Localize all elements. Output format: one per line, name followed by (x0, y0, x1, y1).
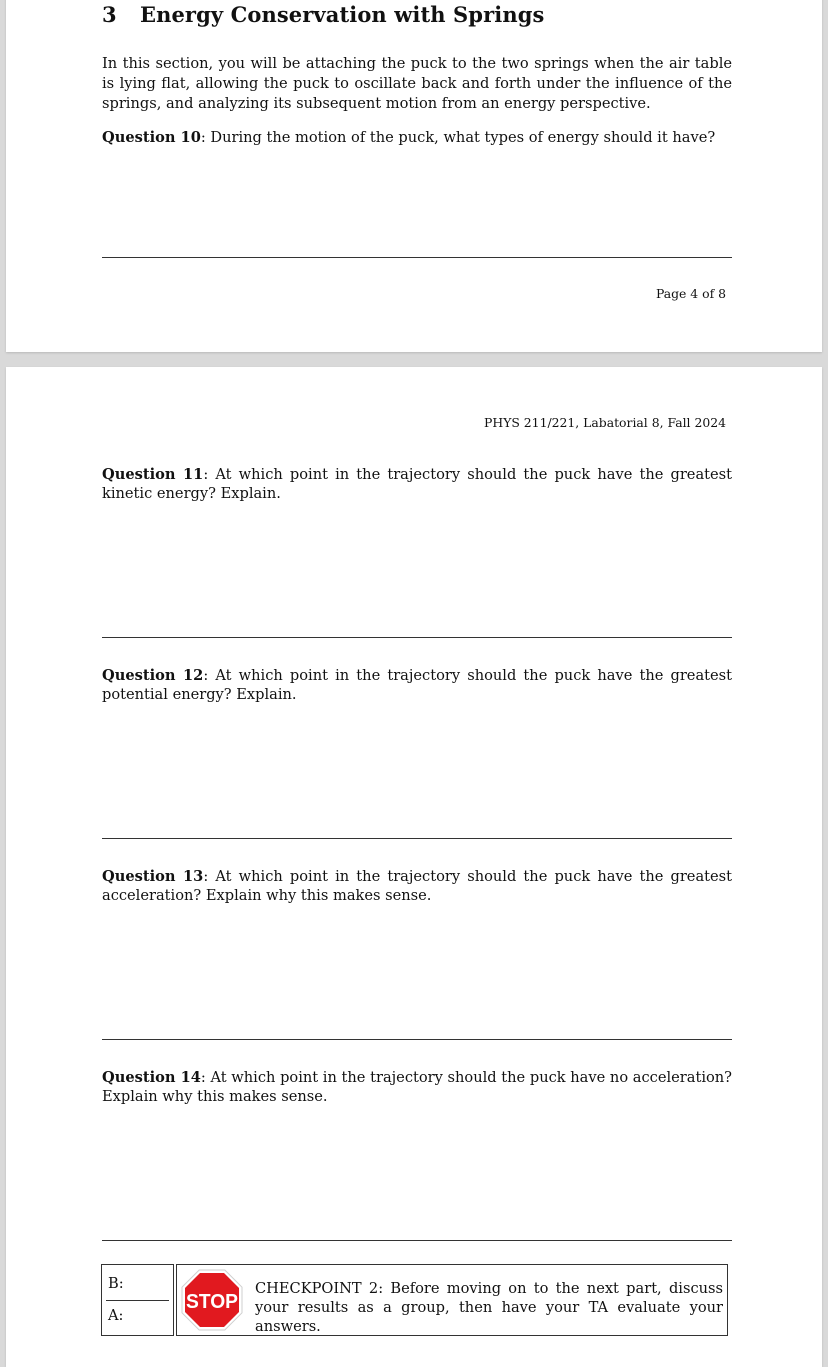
question-12-label: Question 12 (102, 667, 204, 684)
answer-line-q14 (102, 1240, 732, 1241)
question-14-label: Question 14 (102, 1069, 201, 1086)
question-12-text: : At which point in the trajectory should the puck have the greatest potential energy? Explain. (102, 667, 732, 703)
page-header: PHYS 211/221, Labatorial 8, Fall 2024 (484, 415, 726, 430)
signoff-b-label: B: (108, 1275, 124, 1292)
page-4 (6, 0, 822, 352)
answer-line-q12 (102, 838, 732, 839)
question-13-label: Question 13 (102, 868, 204, 885)
question-14-text: : At which point in the trajectory should the puck have no acceleration? Explain why this makes sense. (102, 1069, 732, 1105)
question-14 (102, 1068, 732, 1106)
question-11 (102, 465, 732, 503)
section-heading (102, 2, 544, 27)
stop-sign-text: STOP (186, 1291, 238, 1313)
question-10 (102, 128, 732, 147)
signoff-box (101, 1264, 174, 1336)
checkpoint-box (176, 1264, 728, 1336)
question-13-text: : At which point in the trajectory should the puck have the greatest acceleration? Explain why this makes sense. (102, 868, 732, 904)
answer-line-q10 (102, 257, 732, 258)
section-intro: In this section, you will be attaching the puck to the two springs when the air table is lying flat, allowing the puck to oscillate back and forth under the influence of the springs, and analyzing its subsequent motion from an energy perspective. (102, 55, 732, 112)
question-11-text: : At which point in the trajectory should the puck have the greatest kinetic energy? Explain. (102, 466, 732, 502)
section-title: Energy Conservation with Springs (140, 2, 545, 27)
question-12 (102, 666, 732, 704)
question-10-label: Question 10 (102, 129, 201, 146)
page-footer: Page 4 of 8 (655, 286, 726, 301)
section-number: 3 (102, 2, 117, 27)
page-5 (6, 367, 822, 1367)
question-13 (102, 867, 732, 905)
stop-sign-icon (181, 1269, 243, 1331)
question-10-text: : During the motion of the puck, what types of energy should it have? (200, 129, 716, 146)
answer-line-q11 (102, 637, 732, 638)
answer-line-q13 (102, 1039, 732, 1040)
question-11-label: Question 11 (102, 466, 204, 483)
signoff-a-label: A: (108, 1307, 124, 1324)
signoff-divider (106, 1300, 169, 1301)
checkpoint-text: CHECKPOINT 2: Before moving on to the next part, discuss your results as a group, then have your TA evaluate your answers. (255, 1280, 723, 1335)
